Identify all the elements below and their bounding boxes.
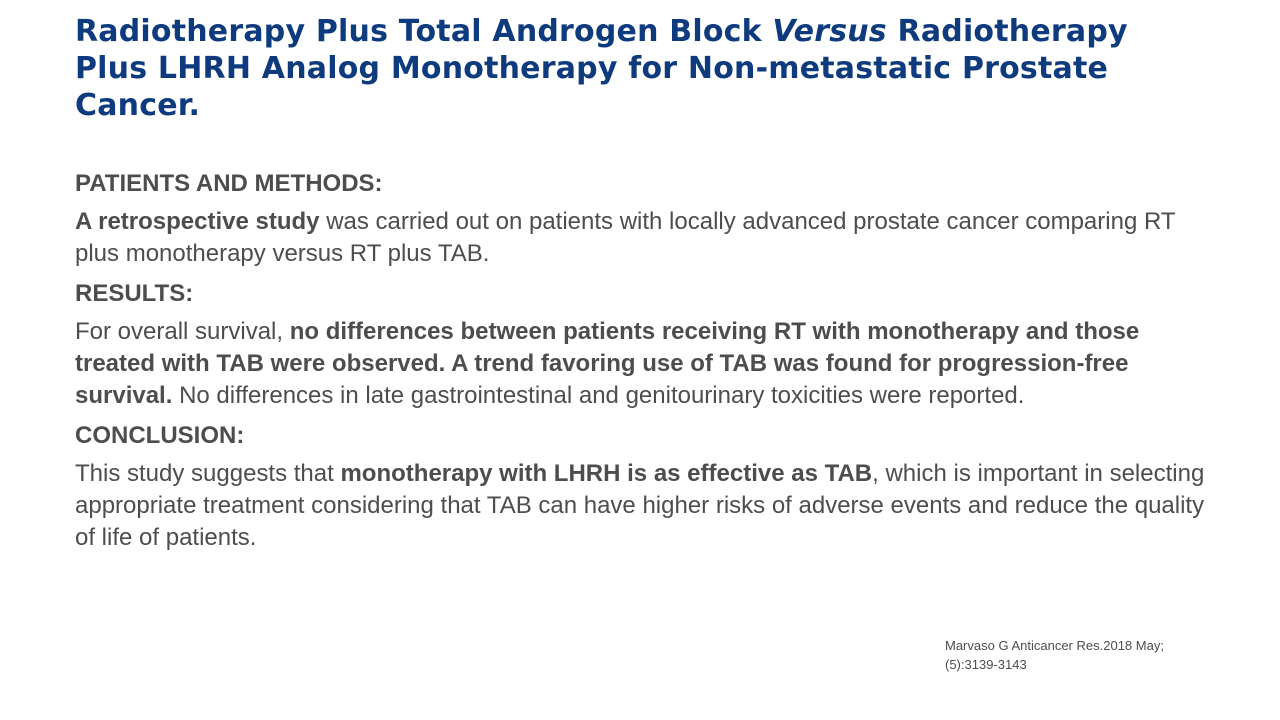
- conclusion-text-1: This study suggests that: [75, 460, 341, 487]
- conclusion-heading: CONCLUSION:: [75, 422, 245, 449]
- results-text-2: No differences in late gastrointestinal and genitourinary toxicities were reported.: [172, 382, 1025, 409]
- results-text-1: For overall survival,: [75, 318, 290, 345]
- conclusion-bold-1: monotherapy with LHRH is as effective as TAB: [340, 460, 873, 487]
- conclusion-text-2: , which is important in selecting appropriate treatment considering that TAB can have higher risks of adverse events and reduce the quality of life of patients.: [75, 460, 1205, 551]
- results-bold-1: no differences between patients receiving RT with monotherapy and those treated with TAB were observed. A trend favoring use of TAB was found for progression-free survival.: [75, 318, 1140, 409]
- results-heading: RESULTS:: [75, 280, 194, 307]
- methods-bold-1: A retrospective study: [75, 208, 320, 235]
- citation: [945, 636, 1265, 674]
- methods-text-1: was carried out on patients with locally advanced prostate cancer comparing RT plus monotherapy versus RT plus TAB.: [75, 208, 1176, 267]
- slide-title: [75, 13, 1205, 124]
- conclusion-paragraph: [75, 458, 1210, 554]
- methods-paragraph: [75, 206, 1210, 270]
- title-italic-versus: Versus: [772, 14, 887, 49]
- methods-heading: PATIENTS AND METHODS:: [75, 170, 383, 197]
- title-part-2: Radiotherapy Plus LHRH Analog Monotherapy for Non-metastatic Prostate Cancer.: [75, 14, 1128, 123]
- citation-line-2: (5):3139-3143: [945, 657, 1027, 672]
- slide-body: [75, 168, 1210, 562]
- citation-line-1: Marvaso G Anticancer Res.2018 May;: [945, 638, 1164, 653]
- results-paragraph: [75, 316, 1210, 412]
- title-part-1: Radiotherapy Plus Total Androgen Block: [75, 14, 773, 49]
